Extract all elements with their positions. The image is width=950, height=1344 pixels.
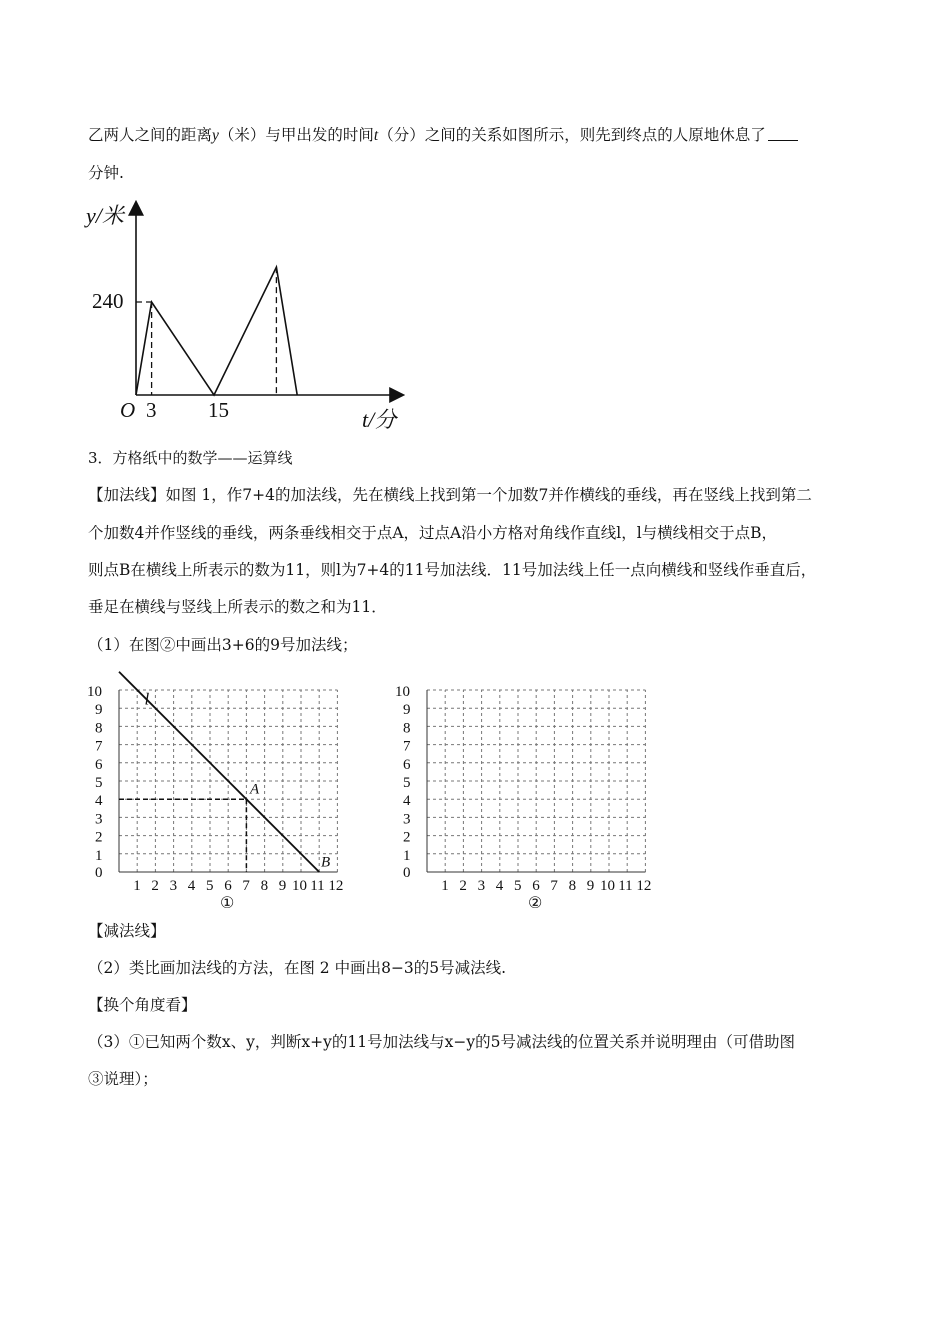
problem2-line1 bbox=[88, 124, 798, 147]
y-tick-label: 10 bbox=[87, 684, 102, 700]
y-tick-label: 2 bbox=[403, 829, 411, 846]
problem3-paragraph-4: 垂足在横线与竖线上所表示的数之和为11． bbox=[88, 598, 387, 616]
text-segment: （1）在图 bbox=[88, 636, 160, 654]
x-tick-label: 5 bbox=[206, 878, 214, 894]
x-axis-label: t/分 bbox=[362, 407, 397, 432]
y-tick-label: 6 bbox=[403, 756, 411, 773]
y-tick-label: 5 bbox=[403, 775, 411, 791]
y-tick-label: 1 bbox=[95, 847, 103, 864]
y-tick-label: 1 bbox=[403, 847, 411, 864]
grid-figure-1 bbox=[85, 668, 365, 908]
question-3-cont bbox=[88, 1068, 158, 1090]
circled-number: ① bbox=[128, 1033, 145, 1051]
distance-line bbox=[136, 267, 297, 395]
x-tick-label: 4 bbox=[495, 878, 504, 894]
x-tick-label: 7 bbox=[550, 878, 558, 894]
problem3-paragraph-1: 【加法线】如图 1，作7+4的加法线，先在横线上找到第一个加数7并作横线的垂线，再在竖线上找到第二 bbox=[88, 486, 812, 504]
dashed-guides bbox=[136, 267, 276, 395]
x-tick-label: 2 bbox=[151, 878, 159, 894]
x-tick-label: 9 bbox=[586, 878, 595, 894]
label-A: A bbox=[250, 781, 260, 798]
x-tick-label: 6 bbox=[532, 878, 540, 894]
y-tick-label: 3 bbox=[403, 811, 411, 828]
text-segment: 说理）； bbox=[103, 1070, 158, 1088]
x-tick-label: 5 bbox=[514, 878, 522, 894]
figure-caption: ② bbox=[528, 895, 543, 908]
text-segment: （3） bbox=[88, 1033, 129, 1051]
circled-number: ③ bbox=[88, 1070, 104, 1088]
y-tick-label: 7 bbox=[403, 738, 411, 755]
y-tick-label: 9 bbox=[403, 702, 411, 719]
question-3 bbox=[88, 1031, 795, 1053]
answer-blank[interactable] bbox=[768, 126, 798, 141]
text-segment: 已知两个数x、y，判断x+y的11号加法线与x−y的5号减法线的位置关系并说明理由（可借助图 bbox=[144, 1033, 795, 1051]
figure-caption: ① bbox=[220, 895, 235, 908]
y-axis-label: y/米 bbox=[86, 203, 124, 228]
y-tick-label: 4 bbox=[95, 793, 103, 810]
y-tick-label: 9 bbox=[95, 702, 103, 719]
view-heading: 【换个角度看】 bbox=[88, 996, 197, 1014]
x-tick-3: 3 bbox=[146, 398, 157, 422]
y-tick-label: 0 bbox=[95, 865, 103, 881]
x-tick-label: 10 bbox=[600, 878, 615, 894]
var-y: y bbox=[212, 127, 219, 144]
x-tick-label: 7 bbox=[242, 878, 250, 894]
x-tick-label: 9 bbox=[278, 878, 287, 894]
y-tick-label: 8 bbox=[95, 720, 103, 737]
y-tick-label: 10 bbox=[395, 684, 410, 700]
text-segment: （米）与甲出发的时间 bbox=[218, 126, 374, 144]
text-segment: 中画出3+6的9号加法线； bbox=[175, 636, 358, 654]
y-tick-label: 7 bbox=[95, 738, 103, 755]
x-tick-label: 10 bbox=[292, 878, 307, 894]
y-tick-label: 8 bbox=[403, 720, 411, 737]
x-tick-label: 3 bbox=[169, 878, 178, 894]
distance-series bbox=[136, 267, 297, 395]
y-tick-label: 4 bbox=[403, 793, 411, 810]
x-tick-label: 4 bbox=[187, 878, 196, 894]
problem3-paragraph-2: 个加数4并作竖线的垂线，两条垂线相交于点A，过点A沿小方格对角线作直线l，l与横线相交于点B， bbox=[88, 524, 778, 542]
x-tick-label: 8 bbox=[260, 878, 269, 894]
text-segment: （分）之间的关系如图所示，则先到终点的人原地休息了 bbox=[378, 126, 766, 144]
x-tick-label: 1 bbox=[441, 878, 449, 894]
subtraction-heading: 【减法线】 bbox=[88, 922, 166, 940]
x-tick-label: 3 bbox=[477, 878, 486, 894]
circled-number: ② bbox=[159, 636, 176, 654]
y-tick-label: 0 bbox=[403, 865, 411, 881]
y-tick-label: 5 bbox=[95, 775, 103, 791]
x-tick-label: 2 bbox=[459, 878, 467, 894]
y-tick-label: 2 bbox=[95, 829, 103, 846]
x-tick-label: 11 bbox=[618, 878, 633, 894]
x-tick-label: 1 bbox=[133, 878, 141, 894]
x-tick-label: 6 bbox=[224, 878, 232, 894]
x-tick-15: 15 bbox=[208, 398, 229, 422]
label-l: l bbox=[144, 689, 150, 709]
var-t: t bbox=[373, 127, 379, 144]
x-tick-label: 12 bbox=[328, 878, 344, 894]
x-tick-label: 12 bbox=[636, 878, 652, 894]
problem3-paragraph-3: 则点B在横线上所表示的数为11，则l为7+4的11号加法线．11号加法线上任一点向横线和竖线作垂直后， bbox=[88, 561, 817, 579]
x-tick-label: 11 bbox=[310, 878, 325, 894]
question-2: （2）类比画加法线的方法，在图 2 中画出8−3的5号减法线. bbox=[88, 959, 507, 977]
y-tick-label: 6 bbox=[95, 756, 103, 773]
text-segment: 乙两人之间的距离 bbox=[88, 126, 213, 144]
distance-time-graph bbox=[80, 195, 420, 435]
label-B: B bbox=[321, 854, 331, 871]
problem2-line2: 分钟. bbox=[88, 164, 124, 182]
y-tick-label: 3 bbox=[95, 811, 103, 828]
y-tick-240: 240 bbox=[92, 289, 124, 313]
grid-figure-2 bbox=[393, 668, 673, 908]
problem3-heading: 3．方格纸中的数学——运算线 bbox=[88, 449, 293, 467]
x-tick-label: 8 bbox=[568, 878, 577, 894]
origin-label: O bbox=[120, 398, 136, 422]
question-1 bbox=[88, 634, 357, 656]
